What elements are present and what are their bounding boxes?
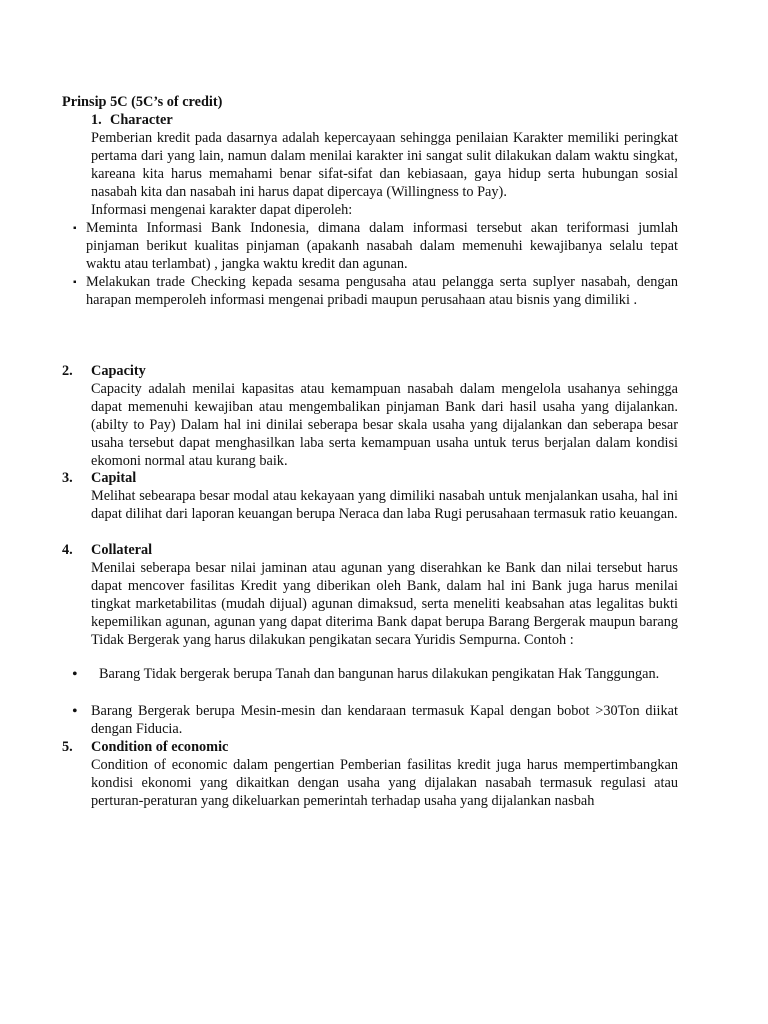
- section-1-intro: Informasi mengenai karakter dapat diperoleh:: [91, 202, 353, 218]
- section-4-bullet-1: Barang Tidak bergerak berupa Tanah dan bangunan harus dilakukan pengikatan Hak Tanggungan.: [99, 666, 660, 682]
- round-bullet-icon: •: [72, 703, 78, 720]
- section-4-heading: Collateral: [91, 542, 153, 558]
- section-5-number: 5.: [62, 739, 73, 755]
- section-2-number: 2.: [62, 363, 73, 379]
- section-5-paragraph: Condition of economic dalam pengertian Pemberian fasilitas kredit juga harus mempertimbangkan kondisi ekonomi yang dikaitkan dengan usaha yang dijalakan nasabah termasuk regulasi atau perturan-peraturan yang dikeluarkan pemerintah terhadap usaha yang dijalankan nasbah: [91, 757, 678, 809]
- section-3-number: 3.: [62, 470, 73, 486]
- square-bullet-icon: ▪: [73, 223, 77, 234]
- section-1-paragraph: Pemberian kredit pada dasarnya adalah kepercayaan sehingga penilaian Karakter memiliki peringkat pertama dari yang lain, namun dalam menilai karakter ini sangat sulit dilakukan dalam waktu singkat, kareana kita harus memahami benar sifat-sifat dan kebiasaan, gaya hidup serta hubungan sosial nasabah kita dan nasabah ini harus dapat dipercaya (Willingness to Pay).: [91, 130, 678, 200]
- section-2-paragraph: Capacity adalah menilai kapasitas atau kemampuan nasabah dalam mengelola usahanya sehingga dapat memenuhi kewajiban atau mengembalikan pinjaman Bank dari hasil usaha yang dijalankan. (abilty to Pay) Dalam hal ini dinilai seberapa besar skala usaha yang dijalankan dan seberapa besar usaha tersebut dapat menghasilkan laba serta kemampuan usaha untuk terus berjalan dalam kondisi ekomoni normal atau kurang baik.: [91, 381, 678, 469]
- round-bullet-icon: •: [72, 666, 78, 683]
- document-title: Prinsip 5C (5C’s of credit): [62, 94, 223, 110]
- section-2-heading: Capacity: [91, 363, 146, 379]
- section-5-heading: Condition of economic: [91, 739, 229, 755]
- section-1-bullet-1: Meminta Informasi Bank Indonesia, dimana dalam informasi tersebut akan teriformasi jumlah pinjaman berikut kualitas pinjaman (apakanh nasabah dalam memenuhi kewajibanya selalu tepat waktu atau terlambat) , jangka waktu kredit dan agunan.: [86, 220, 678, 272]
- section-3-heading: Capital: [91, 470, 137, 486]
- square-bullet-icon: ▪: [73, 277, 77, 288]
- section-3-paragraph: Melihat sebearapa besar modal atau kekayaan yang dimiliki nasabah untuk menjalankan usaha, hal ini dapat dilihat dari laporan keuangan berupa Neraca dan laba Rugi perusahaan termasuk ratio keuangan.: [91, 488, 678, 522]
- section-4-number: 4.: [62, 542, 73, 558]
- section-1-number: 1.: [91, 112, 102, 128]
- section-1-heading: Character: [110, 112, 173, 128]
- section-1-bullet-2: Melakukan trade Checking kepada sesama pengusaha atau pelangga serta suplyer nasabah, dengan harapan memperoleh informasi mengenai pribadi maupun perusahaan atau bisnis yang dimiliki .: [86, 274, 678, 308]
- section-4-paragraph: Menilai seberapa besar nilai jaminan atau agunan yang diserahkan ke Bank dan nilai tersebut harus dapat mencover fasilitas Kredit yang diberikan oleh Bank, dalam hal ini Bank juga harus menilai tingkat marketabilitas (mudah dijual) agunan dimaksud, serta meneliti keabsahan atas legalitas bukti kepemilikan agunan, agunan yang dapat diterima Bank dapat berupa Barang Bergerak maupun barang Tidak Bergerak yang harus dilakukan pengikatan secara Yuridis Sempurna. Contoh :: [91, 560, 678, 648]
- section-4-bullet-2: Barang Bergerak berupa Mesin-mesin dan kendaraan termasuk Kapal dengan bobot >30Ton diikat dengan Fiducia.: [91, 703, 678, 737]
